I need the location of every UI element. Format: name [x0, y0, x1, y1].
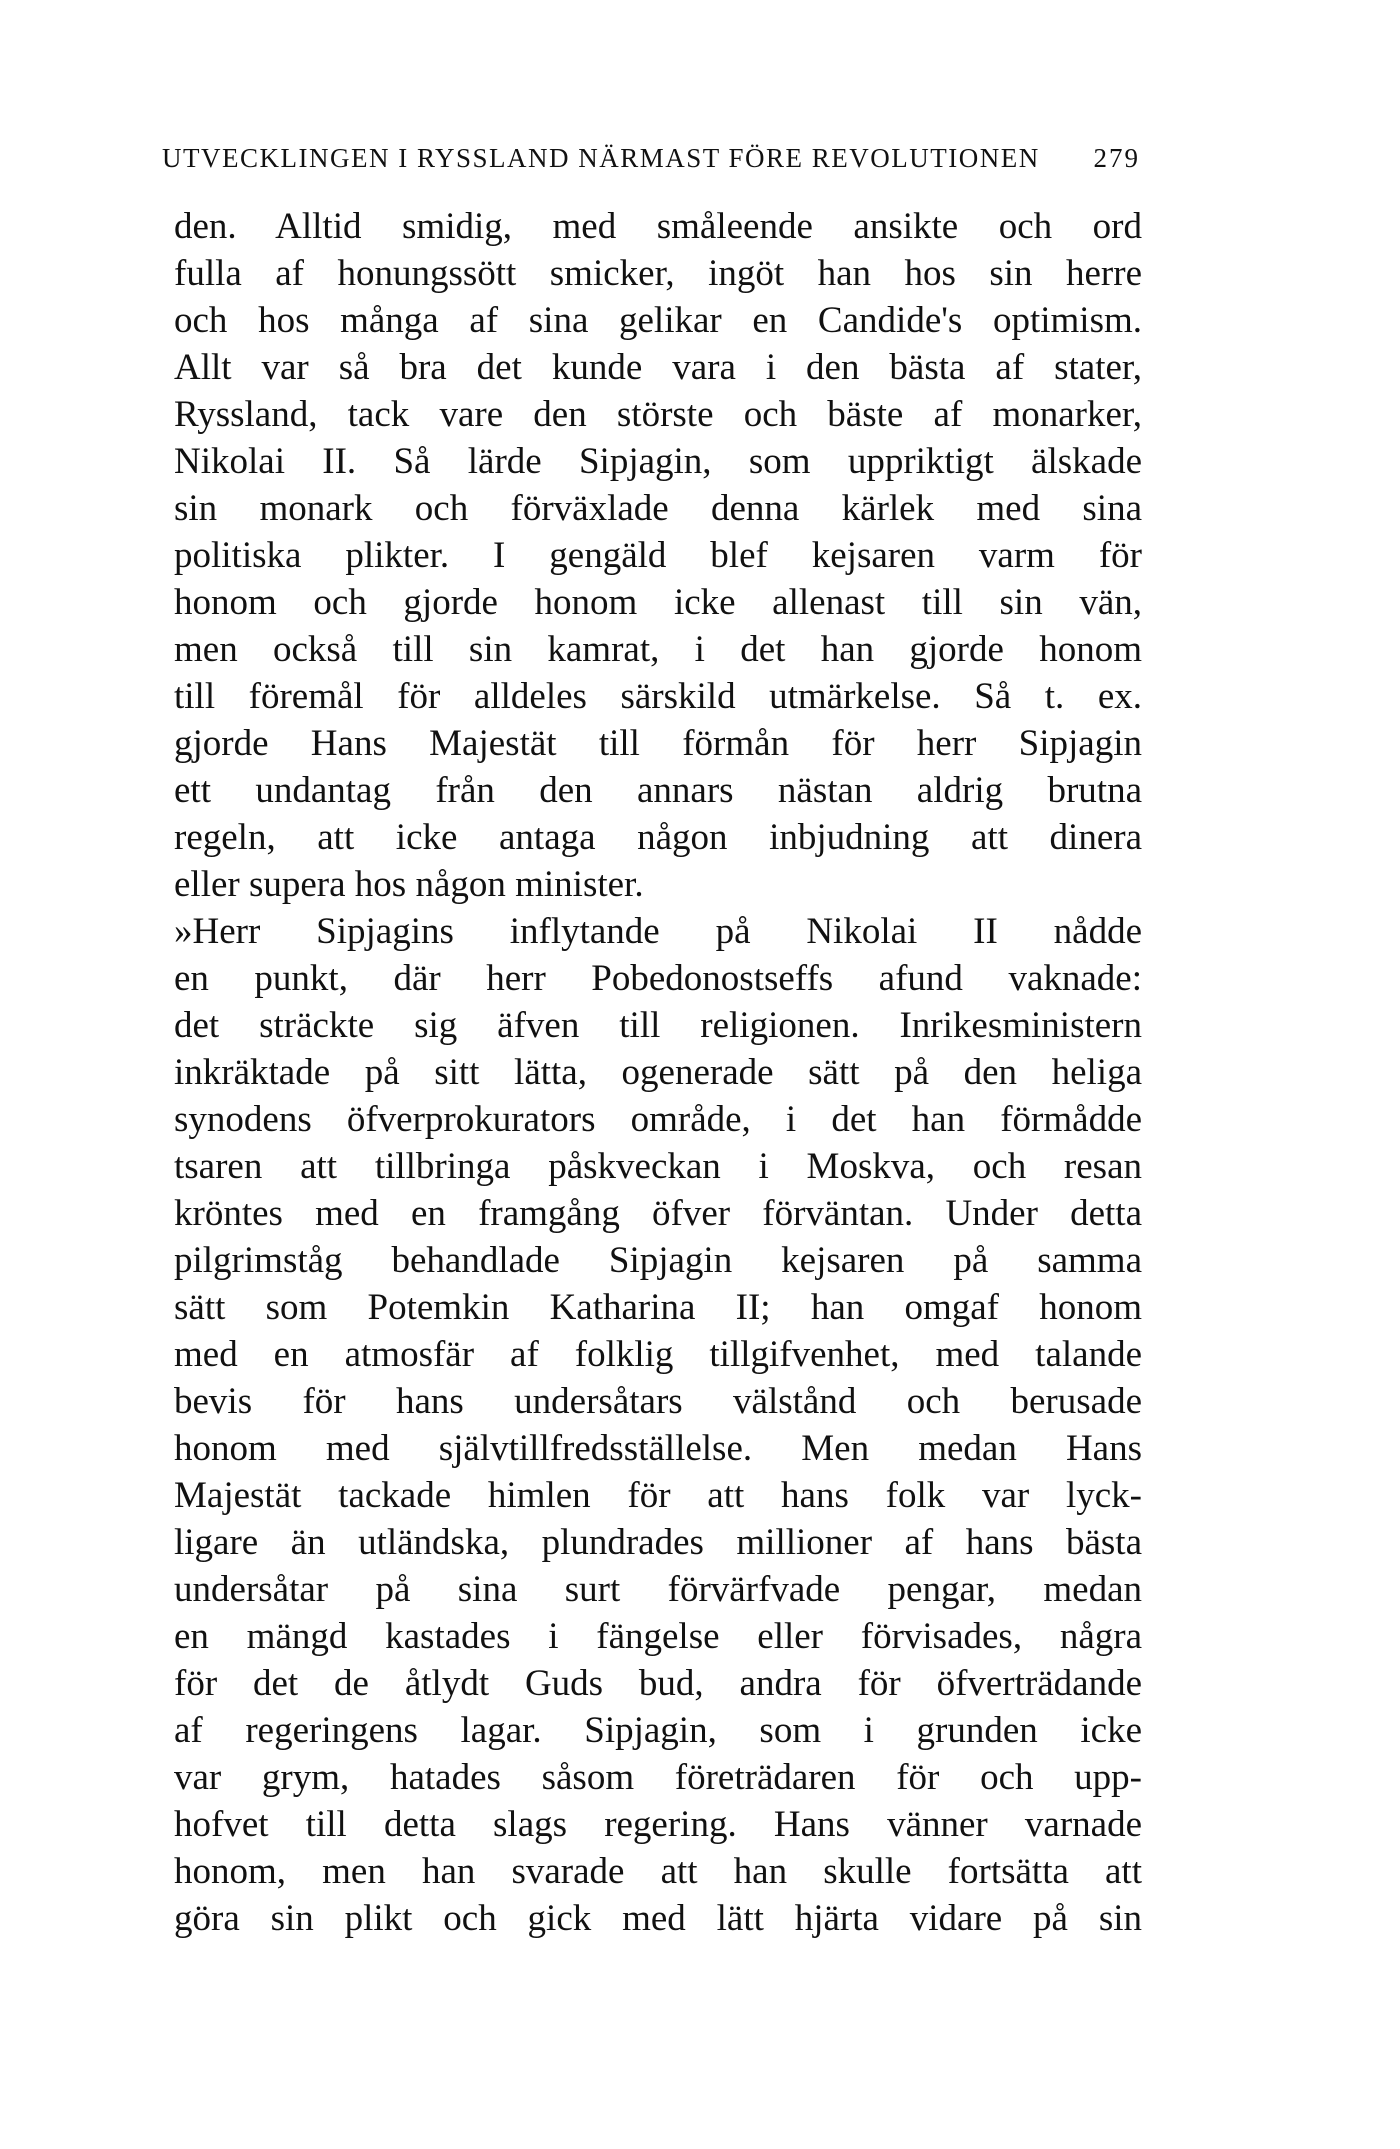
text-line: tsaren att tillbringa påskveckan i Moskva, och resan — [174, 1146, 1142, 1187]
text-line: och hos många af sina gelikar en Candide's optimism. — [174, 300, 1142, 341]
text-line: politiska plikter. I gengäld blef kejsaren varm för — [174, 535, 1142, 576]
text-line: den. Alltid smidig, med småleende ansikte och ord — [174, 206, 1142, 247]
text-line: det sträckte sig äfven till religionen. Inrikesministern — [174, 1005, 1142, 1046]
text-line: regeln, att icke antaga någon inbjudning att dinera — [174, 817, 1142, 858]
text-line: en punkt, där herr Pobedonostseffs afund vaknade: — [174, 958, 1142, 999]
text-line: pilgrimståg behandlade Sipjagin kejsaren på samma — [174, 1240, 1142, 1281]
paragraph-end-line: eller supera hos någon minister. — [174, 864, 644, 905]
text-line: sätt som Potemkin Katharina II; han omgaf honom — [174, 1287, 1142, 1328]
text-line: Ryssland, tack vare den störste och bäste af monarker, — [174, 394, 1142, 435]
text-line: »Herr Sipjagins inflytande på Nikolai II nådde — [174, 911, 1142, 952]
text-line: med en atmosfär af folklig tillgifvenhet, med talande — [174, 1334, 1142, 1375]
text-line: var grym, hatades såsom företrädaren för och upp- — [174, 1757, 1142, 1798]
text-line: inkräktade på sitt lätta, ogenerade sätt på den heliga — [174, 1052, 1142, 1093]
text-line: fulla af honungssött smicker, ingöt han hos sin herre — [174, 253, 1142, 294]
text-line: honom med självtillfredsställelse. Men medan Hans — [174, 1428, 1142, 1469]
text-line: till föremål för alldeles särskild utmärkelse. Så t. ex. — [174, 676, 1142, 717]
text-line: kröntes med en framgång öfver förväntan. Under detta — [174, 1193, 1142, 1234]
text-line: honom och gjorde honom icke allenast till sin vän, — [174, 582, 1142, 623]
text-line: synodens öfverprokurators område, i det han förmådde — [174, 1099, 1142, 1140]
text-line: Majestät tackade himlen för att hans folk var lyck- — [174, 1475, 1142, 1516]
text-line: Allt var så bra det kunde vara i den bästa af stater, — [174, 347, 1142, 388]
text-line: en mängd kastades i fängelse eller förvisades, några — [174, 1616, 1142, 1657]
text-line: ett undantag från den annars nästan aldrig brutna — [174, 770, 1142, 811]
text-line: göra sin plikt och gick med lätt hjärta vidare på sin — [174, 1898, 1142, 1939]
text-line: gjorde Hans Majestät till förmån för herr Sipjagin — [174, 723, 1142, 764]
text-line: sin monark och förväxlade denna kärlek med sina — [174, 488, 1142, 529]
text-line: Nikolai II. Så lärde Sipjagin, som uppriktigt älskade — [174, 441, 1142, 482]
text-line: hofvet till detta slags regering. Hans vänner varnade — [174, 1804, 1142, 1845]
text-line: af regeringens lagar. Sipjagin, som i grunden icke — [174, 1710, 1142, 1751]
text-line: för det de åtlydt Guds bud, andra för öfverträdande — [174, 1663, 1142, 1704]
running-header — [162, 143, 1140, 183]
body-text — [174, 203, 1142, 1942]
text-line: bevis för hans undersåtars välstånd och berusade — [174, 1381, 1142, 1422]
text-line: ligare än utländska, plundrades millioner af hans bästa — [174, 1522, 1142, 1563]
running-header-title: UTVECKLINGEN I RYSSLAND NÄRMAST FÖRE REVOLUTIONEN — [162, 143, 1040, 173]
text-line: undersåtar på sina surt förvärfvade pengar, medan — [174, 1569, 1142, 1610]
text-line: honom, men han svarade att han skulle fortsätta att — [174, 1851, 1142, 1892]
page-number: 279 — [1093, 143, 1140, 173]
text-line: men också till sin kamrat, i det han gjorde honom — [174, 629, 1142, 670]
